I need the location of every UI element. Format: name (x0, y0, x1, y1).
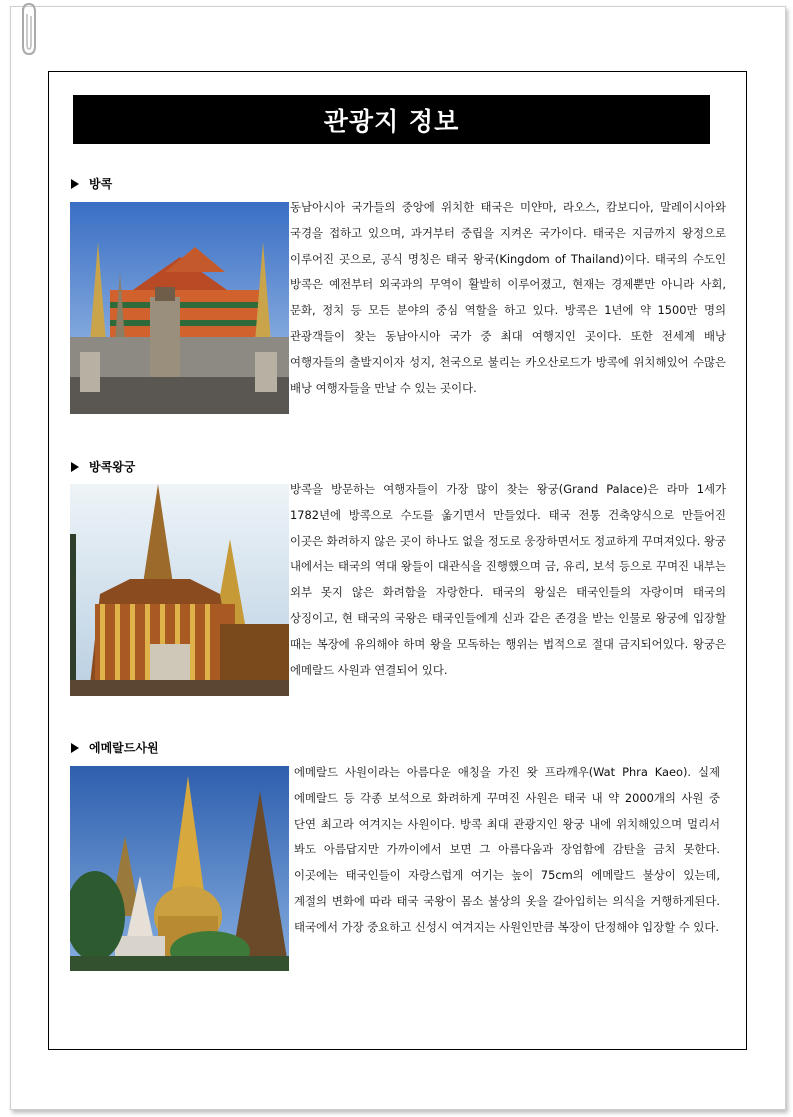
content-frame (48, 71, 747, 1050)
section-body-text: 방콕을 방문하는 여행자들이 가장 많이 찾는 왕궁(Grand Palace)은 라마 1세가 1782년에 방콕으로 수도를 옮기면서 만들었다. 태국 전통 건축양식으로 만들어진 이곳은 화려하지 않은 곳이 하나도 없을 정도로 웅장하면서도 정교하게 꾸며져있다. 왕궁 내에서는 태국의 역대 왕들이 대관식을 진행했으며 금, 유리, 보석 등으로 꾸며진 내부는 외부 못지 않은 화려함을 자랑한다. 태국의 왕실은 태국인들의 자랑이며 태국의 상징이고, 현 태국의 국왕은 태국인들에게 신과 같은 존경을 받는 인물로 왕궁에 입장할 때는 복장에 유의해야 하며 왕을 모독하는 행위는 법적으로 절대 금지되어있다. 왕궁은 에메랄드 사원과 연결되어 있다. (290, 482, 726, 677)
temple-courtyard-photo (70, 202, 289, 414)
page-title: 관광지 정보 (73, 95, 710, 144)
section-heading (71, 175, 112, 192)
section-body-text: 동남아시아 국가들의 중앙에 위치한 태국은 미얀마, 라오스, 캄보디아, 말레이시아와 국경을 접하고 있으며, 과거부터 중립을 지켜온 국가이다. 태국은 지금까지 왕정으로 이루어진 곳으로, 공식 명칭은 태국 왕국(Kingdom of Thailand)이다. 태국의 수도인 방콕은 예전부터 외국과의 무역이 활발히 이루어졌고, 현재는 경제뿐만 아니라 사회, 문화, 정치 등 모든 분야의 중심 역할을 하고 있다. 방콕은 1년에 약 1500만 명의 관광객들이 찾는 동남아시아 국가 중 최대 여행지인 곳이다. 또한 전세계 배낭 여행자들의 출발지이자 성지, 천국으로 불리는 카오산로드가 방콕에 위치해있어 수많은 배낭 여행자들을 만날 수 있는 곳이다. (290, 200, 726, 395)
paper-clip-icon (16, 0, 38, 60)
triangle-bullet-icon (71, 179, 79, 189)
triangle-bullet-icon (71, 743, 79, 753)
triangle-bullet-icon (71, 462, 79, 472)
section-heading-label: 에메랄드사원 (89, 741, 159, 755)
section-body-text: 에메랄드 사원이라는 아름다운 애칭을 가진 왓 프라깨우(Wat Phra Kaeo). 실제 에메랄드 등 각종 보석으로 화려하게 꾸며진 사원은 태국 내 약 2000개의 사원 중 단연 최고라 여겨지는 사원이다. 방콕 최대 관광지인 왕궁 내에 위치해있으며 멀리서 봐도 아름답지만 가까이에서 보면 그 아름다움과 장엄함에 감탄을 금치 못한다. 이곳에는 태국인들이 자랑스럽게 여기는 높이 75cm의 에메랄드 불상이 있는데, 계절의 변화에 따라 태국 국왕이 몸소 불상의 옷을 갈아입히는 의식을 거행하게된다. 태국에서 가장 중요하고 신성시 여겨지는 사원인만큼 복장이 단정해야 입장할 수 있다. (294, 765, 720, 934)
section-heading-label: 방콕 (89, 177, 113, 191)
section-heading (71, 458, 135, 475)
emerald-temple-photo (70, 766, 289, 971)
section-heading (71, 739, 159, 756)
section-heading-label: 방콕왕궁 (89, 460, 136, 474)
grand-palace-photo (70, 484, 289, 696)
